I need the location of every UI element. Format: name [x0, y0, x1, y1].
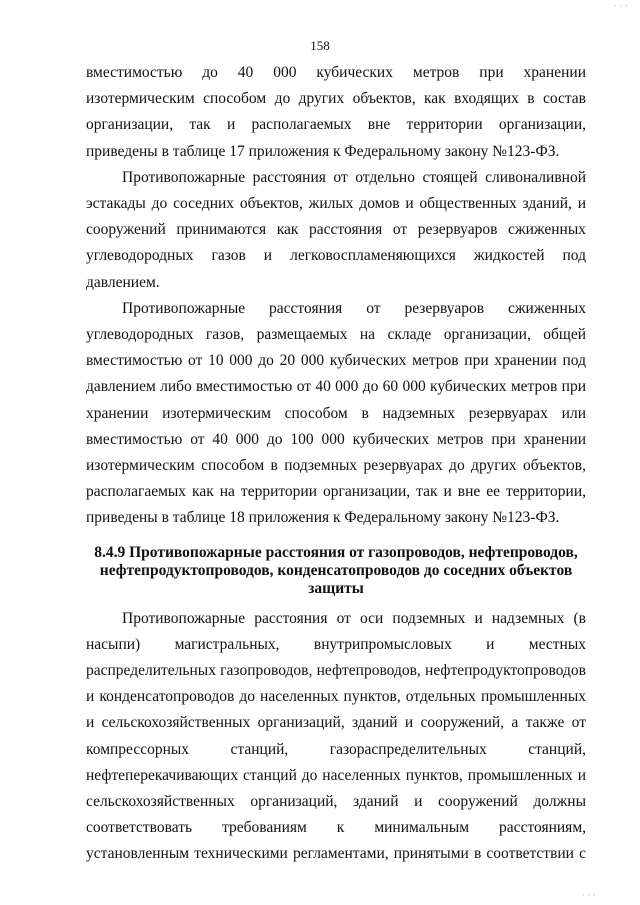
paragraph-loading-rack: Противопожарные расстояния от отдельно стоящей сливоналивной эстакады до соседних объектов, жилых домов и общественных зданий, и сооружений принимаются как расстояния от резервуаров сжиженных углеводородных газов и легковоспламеняющихся жидкостей под давлением.: [86, 168, 586, 291]
scan-mark-bottom: · · ·: [581, 891, 596, 901]
page-number: 158: [310, 38, 330, 53]
section-heading-8-4-9: 8.4.9 Противопожарные расстояния от газопроводов, нефтепроводов, нефтепродуктопроводов, конденсатопроводов до соседних объектов защиты: [94, 543, 578, 597]
paragraph-pipelines: Противопожарные расстояния от оси подземных и надземных (в насыпи) магистральных, внутрипромысловых и местных распределительных газопроводов, нефтепроводов, нефтепродуктопроводов и конденсатопроводов до населенных пунктов, отдельных промышленных и сельскохозяйственных организаций, зданий и сооружений, а также от компрессорных станций, газораспределительных станций, нефтеперекачивающих станций до населенных пунктов, промышленных и сельскохозяйственных организаций, зданий и сооружений должны соответствовать требованиям к минимальным расстояниям, установленным техническими регламентами, принятыми в соответствии с: [86, 609, 586, 863]
scan-mark-top: · · ·: [613, 2, 628, 12]
paragraph-lpg-reservoirs: Противопожарные расстояния от резервуаров сжиженных углеводородных газов, размещаемых на складе организации, общей вместимостью от 10 000 до 20 000 кубических метров при хранении под давлением либо вместимостью от 40 000 до 60 000 кубических метров при хранении изотермическим способом в надземных резервуарах или вместимостью от 40 000 до 100 000 кубических метров при хранении изотермическим способом в подземных резервуарах до других объектов, располагаемых как на территории организации, так и вне ее территории, приведены в таблице 18 приложения к Федеральному закону №123-ФЗ.: [86, 299, 586, 527]
paragraph-continued: вместимостью до 40 000 кубических метров при хранении изотермическим способом до других объектов, как входящих в состав организации, так и располагаемых вне территории организации, приведены в таблице 17 приложения к Федеральному закону №123-ФЗ.: [86, 64, 586, 160]
page-content: [86, 60, 586, 868]
